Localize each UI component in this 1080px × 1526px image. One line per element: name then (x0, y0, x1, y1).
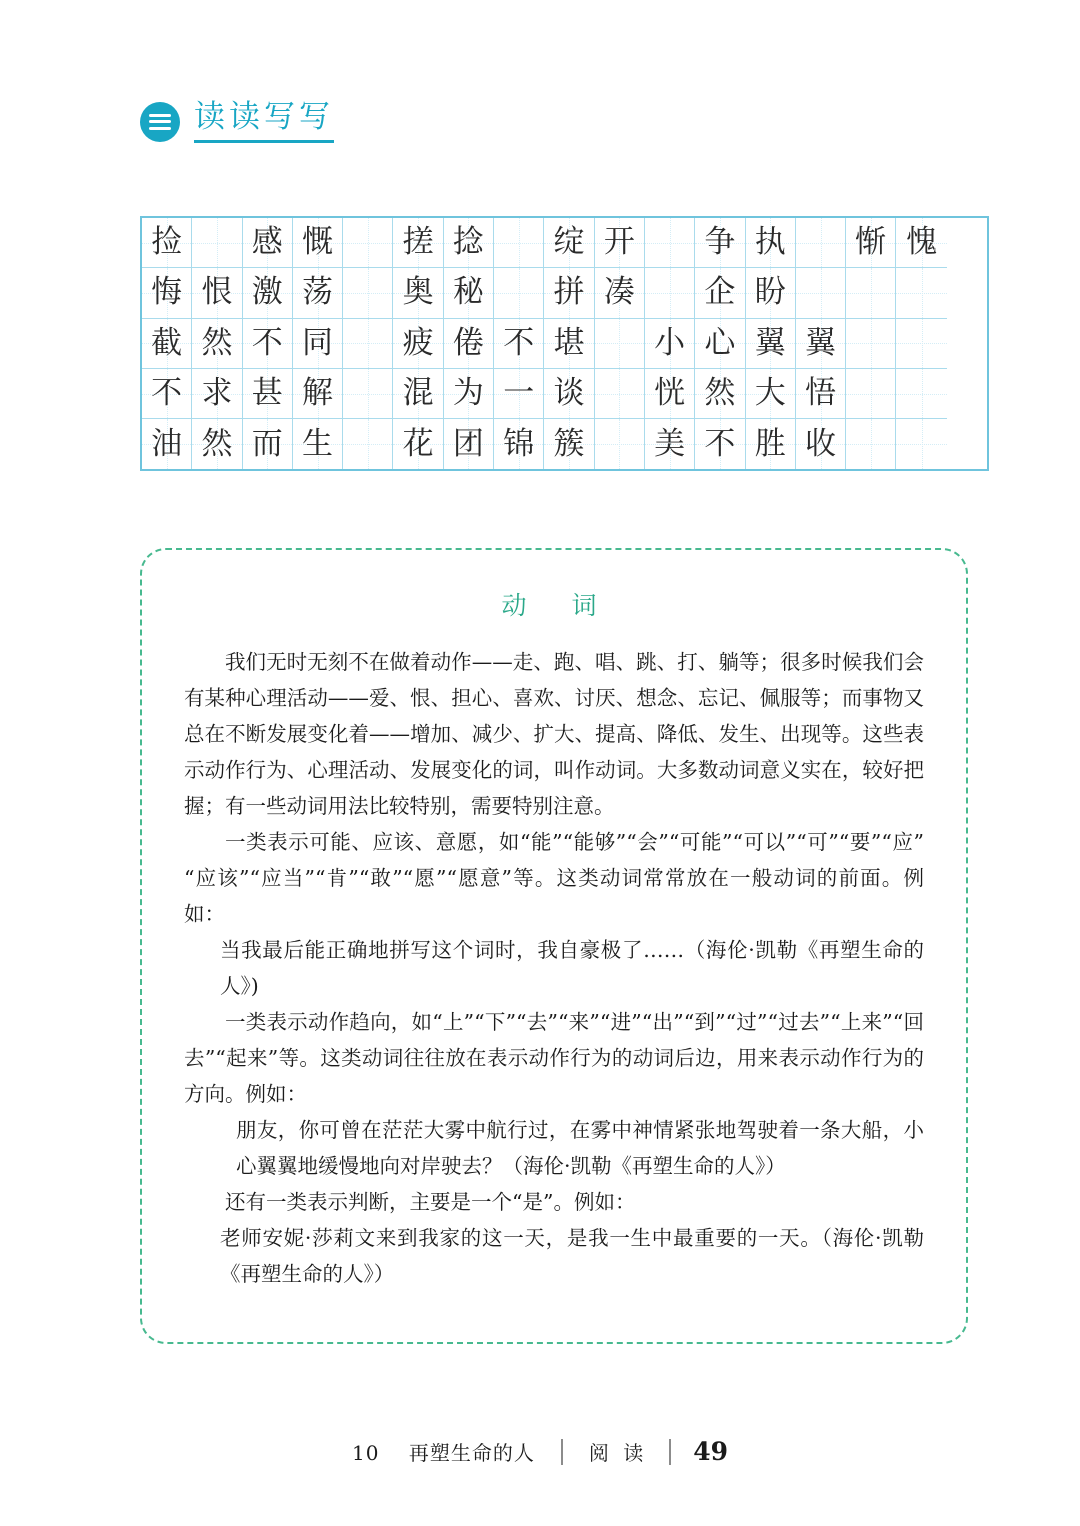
grid-cell (645, 369, 695, 419)
grid-cell-text: 开 (603, 224, 635, 261)
footer-section: 阅 读 (588, 1441, 648, 1465)
grid-cell (846, 369, 896, 419)
grid-cell (293, 319, 343, 369)
grid-cell (142, 369, 192, 419)
grid-cell-text: 翼 (805, 324, 836, 361)
paragraph-example: 当我最后能正确地拼写这个词时，我自豪极了……（海伦·凯勒《再塑生命的人》) (220, 938, 924, 998)
grid-cell (746, 419, 796, 469)
footer-lesson (352, 1437, 535, 1466)
grid-cell-text: 生 (302, 425, 334, 462)
grid-cell (142, 419, 192, 469)
grid-cell-text: 为 (452, 375, 484, 412)
grid-cell-text: 凑 (603, 274, 635, 311)
grid-cell (645, 268, 695, 318)
grid-cell-text: 甚 (251, 375, 283, 412)
grid-cell (796, 319, 846, 369)
grid-cell-text: 绽 (553, 224, 585, 261)
grid-cell (444, 419, 494, 469)
grid-cell-text: 堪 (553, 324, 585, 361)
grid-cell (393, 369, 443, 419)
grid-cell (343, 218, 393, 268)
grid-cell-text: 锦 (503, 425, 535, 462)
grid-cell (645, 218, 695, 268)
grid-cell (896, 419, 946, 469)
grid-cell (595, 268, 645, 318)
grid-cell (444, 268, 494, 318)
grid-cell-text: 倦 (452, 324, 484, 361)
grid-cell-text: 油 (151, 425, 183, 462)
grid-cell-text: 不 (704, 425, 736, 462)
grid-cell (494, 319, 544, 369)
paragraph: 一类表示可能、应该、意愿，如“能”“能够”“会”“可能”“可以”“可”“要”“应”“应该”“应当”“肯”“敢”“愿”“愿意”等。这类动词常常放在一般动词的前面。例如： (184, 830, 924, 926)
grid-row (142, 369, 987, 419)
grid-cell (695, 419, 745, 469)
grid-cell (293, 218, 343, 268)
footer-lesson-title: 再塑生命的人 (408, 1441, 535, 1465)
grid-cell-text: 不 (503, 324, 535, 361)
grid-cell-text: 盼 (754, 274, 786, 311)
grid-cell (393, 319, 443, 369)
grid-cell-text: 然 (201, 324, 233, 361)
grid-cell (846, 268, 896, 318)
grid-cell-text: 企 (704, 274, 736, 311)
grid-cell-text: 团 (452, 425, 484, 462)
grid-cell-text: 小 (654, 324, 686, 361)
grid-cell (846, 319, 896, 369)
grid-cell (796, 419, 846, 469)
paragraph: 还有一类表示判断，主要是一个“是”。例如： (225, 1190, 636, 1214)
grid-cell-text: 悟 (805, 375, 836, 412)
grid-cell (595, 218, 645, 268)
grid-cell (142, 268, 192, 318)
grid-cell (243, 419, 293, 469)
grid-cell-text: 拼 (553, 274, 585, 311)
grid-cell (896, 218, 946, 268)
grid-cell (343, 369, 393, 419)
grid-cell (192, 218, 242, 268)
grid-cell-text: 奥 (402, 274, 434, 311)
page-footer (0, 1437, 1080, 1466)
grid-cell-text: 求 (201, 375, 233, 412)
grid-cell (393, 419, 443, 469)
paragraph: 一类表示动作趋向，如“上”“下”“去”“来”“进”“出”“到”“过”“过去”“上来”“回去”“起来”等。这类动词往往放在表示动作行为的动词后边，用来表示动作行为的方向。例如： (184, 1010, 924, 1106)
grid-cell-text: 不 (151, 375, 183, 412)
grid-cell-text: 解 (302, 375, 334, 412)
grid-cell (896, 319, 946, 369)
grid-cell-text: 感 (251, 224, 283, 261)
grid-cell-text: 谈 (553, 375, 585, 412)
grid-cell (846, 218, 896, 268)
grid-cell-text: 同 (302, 324, 334, 361)
grid-cell (393, 218, 443, 268)
grid-cell (444, 319, 494, 369)
grid-cell-text: 而 (251, 425, 283, 462)
grid-cell (695, 369, 745, 419)
grid-row (142, 268, 987, 318)
hamburger-list-icon (140, 102, 180, 142)
paragraph-example: 朋友，你可曾在茫茫大雾中航行过，在雾中神情紧张地驾驶着一条大船，小心翼翼地缓慢地向对岸驶去？（海伦·凯勒《再塑生命的人》） (236, 1118, 924, 1178)
grid-cell (645, 419, 695, 469)
section-heading (140, 100, 334, 143)
knowledge-box-body (184, 644, 924, 1292)
grid-cell (544, 218, 594, 268)
grid-cell (293, 268, 343, 318)
grid-cell (544, 268, 594, 318)
grid-cell (846, 419, 896, 469)
grid-cell (544, 319, 594, 369)
grid-cell-text: 然 (201, 425, 233, 462)
grid-cell (695, 218, 745, 268)
grid-cell-text: 争 (704, 224, 736, 261)
grid-cell (243, 268, 293, 318)
grid-cell-text: 恨 (201, 274, 233, 311)
grid-cell (444, 369, 494, 419)
grid-cell-text: 捻 (452, 224, 484, 261)
knowledge-box (140, 548, 968, 1344)
grid-cell-text: 收 (805, 425, 836, 462)
grid-cell-text: 慨 (302, 224, 334, 261)
grid-cell (796, 268, 846, 318)
grid-cell-text: 美 (654, 425, 686, 462)
paragraph-example: 老师安妮·莎莉文来到我家的这一天，是我一生中最重要的一天。（海伦·凯勒《再塑生命的人》） (220, 1226, 924, 1286)
grid-cell (544, 419, 594, 469)
grid-cell (142, 319, 192, 369)
paragraph: 我们无时无刻不在做着动作——走、跑、唱、跳、打、躺等；很多时候我们会有某种心理活动——爱、恨、担心、喜欢、讨厌、想念、忘记、佩服等；而事物又总在不断发展变化着——增加、减少、扩大、提高、降低、发生、出现等。这些表示动作行为、心理活动、发展变化的词，叫作动词。大多数动词意义实在，较好把握；有一些动词用法比较特别，需要特别注意。 (184, 650, 924, 818)
grid-cell (746, 268, 796, 318)
grid-cell (695, 319, 745, 369)
grid-cell-text: 胜 (754, 425, 786, 462)
grid-cell (494, 218, 544, 268)
grid-cell (343, 419, 393, 469)
grid-cell (293, 419, 343, 469)
grid-cell (192, 319, 242, 369)
grid-cell (896, 268, 946, 318)
grid-cell-text: 惭 (855, 224, 887, 261)
grid-cell (746, 319, 796, 369)
grid-cell-text: 疲 (402, 324, 434, 361)
grid-cell (343, 319, 393, 369)
grid-cell (544, 369, 594, 419)
grid-cell (796, 218, 846, 268)
grid-cell-text: 心 (704, 324, 736, 361)
grid-cell-text: 一 (503, 375, 535, 412)
grid-cell (192, 369, 242, 419)
grid-row (142, 218, 987, 268)
grid-cell-text: 恍 (654, 375, 686, 412)
grid-cell (796, 369, 846, 419)
grid-cell-text: 簇 (553, 425, 585, 462)
footer-divider (561, 1439, 563, 1465)
grid-cell (645, 319, 695, 369)
grid-cell (142, 218, 192, 268)
section-heading-label: 读读写写 (194, 100, 334, 143)
grid-cell-text: 大 (754, 375, 786, 412)
grid-cell (896, 369, 946, 419)
grid-cell-text: 愧 (906, 224, 938, 261)
grid-cell-text: 荡 (302, 274, 334, 311)
grid-cell-text: 搓 (402, 224, 434, 261)
grid-cell-text: 花 (402, 425, 434, 462)
grid-cell (746, 218, 796, 268)
grid-cell-text: 混 (402, 375, 434, 412)
footer-divider (669, 1439, 671, 1465)
grid-cell-text: 翼 (754, 324, 786, 361)
grid-cell-text: 秘 (452, 274, 484, 311)
grid-cell (243, 218, 293, 268)
grid-cell (695, 268, 745, 318)
grid-cell (293, 369, 343, 419)
grid-cell (343, 268, 393, 318)
grid-cell (746, 369, 796, 419)
footer-lesson-number: 10 (351, 1441, 380, 1465)
grid-cell (595, 319, 645, 369)
grid-cell (494, 268, 544, 318)
grid-cell (595, 419, 645, 469)
grid-cell (494, 419, 544, 469)
page-number: 49 (693, 1437, 729, 1466)
grid-cell (243, 369, 293, 419)
grid-cell-text: 执 (754, 224, 786, 261)
character-writing-grid (140, 216, 989, 471)
grid-cell (444, 218, 494, 268)
grid-cell (393, 268, 443, 318)
grid-row (142, 319, 987, 369)
grid-row (142, 419, 987, 469)
grid-cell (595, 369, 645, 419)
grid-cell-text: 激 (251, 274, 283, 311)
grid-cell (243, 319, 293, 369)
grid-cell-text: 捡 (151, 224, 183, 261)
grid-cell-text: 截 (151, 324, 183, 361)
grid-cell-text: 不 (251, 324, 283, 361)
grid-cell-text: 悔 (151, 274, 183, 311)
grid-cell-text: 然 (704, 375, 736, 412)
grid-cell (494, 369, 544, 419)
grid-cell (192, 268, 242, 318)
grid-cell (192, 419, 242, 469)
knowledge-box-title: 动 词 (501, 591, 607, 620)
